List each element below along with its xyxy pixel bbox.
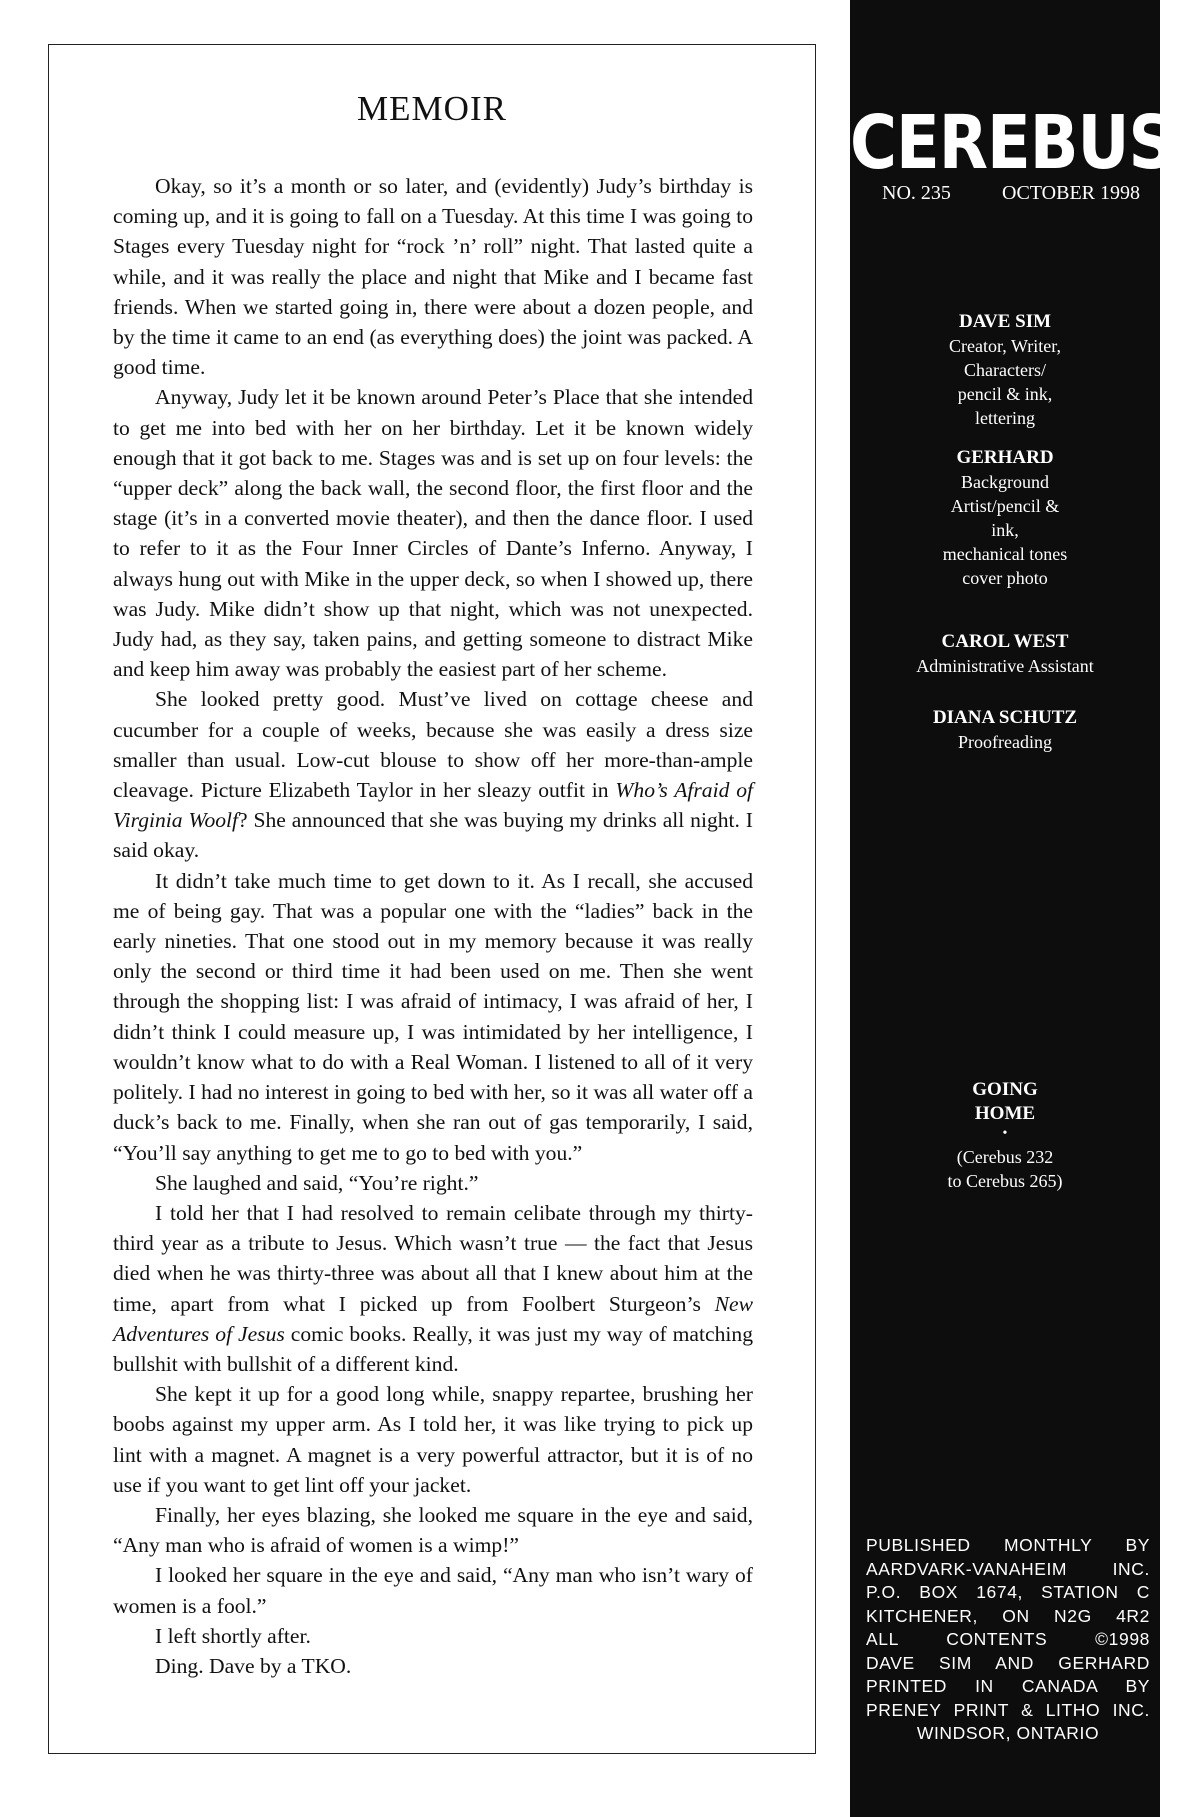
- memoir-text: She looked pretty good. Must’ve lived on cottage cheese and cucumber for a couple of weeks, because she was easily a dress size smaller than usual. Low-cut blouse to show off her more-than-ample cleavage. Picture Elizabeth Taylor in her sleazy outfit in: [113, 687, 753, 803]
- film-title: Who’s Afraid of Virginia Woolf: [113, 778, 753, 833]
- comic-title: New Adventures of Jesus: [113, 1291, 753, 1346]
- memoir-paragraph: She kept it up for a good long while, snappy repartee, brushing her boobs against my upper arm. As I told her, it was like trying to pick up lint with a magnet. A magnet is a very powerful attractor, but it is of no use if you want to get lint off your jacket.: [113, 1382, 753, 1497]
- memoir-paragraph: Okay, so it’s a month or so later, and (evidently) Judy’s birthday is coming up, and it is going to fall on a Tuesday. At this time I was going to Stages every Tuesday night for “rock ’n’ roll” night. That lasted quite a while, and it was really the place and night that Mike and I became fast friends. When we started going in, there were about a dozen people, and by the time it came to an end (as everything does) the joint was packed. A good time.: [113, 174, 753, 380]
- memoir-panel: [48, 44, 816, 1754]
- publisher-line: PUBLISHED MONTHLY BY: [866, 1535, 1150, 1555]
- memoir-paragraph: Finally, her eyes blazing, she looked me square in the eye and said, “Any man who is afraid of women is a wimp!”: [113, 1502, 753, 1558]
- memoir-paragraph: Ding. Dave by a TKO.: [155, 1653, 352, 1678]
- memoir-text: comic books. Really, it was just my way of matching bullshit with bullshit of a different kind.: [113, 1321, 753, 1376]
- credit-role: Background Artist/pencil & ink, mechanical tones cover photo: [942, 472, 1068, 588]
- story-arc-range: (Cerebus 232 to Cerebus 265): [947, 1147, 1063, 1191]
- credit-entry: [850, 630, 1160, 678]
- credit-entry: [850, 706, 1160, 754]
- story-arc: [850, 1078, 1160, 1193]
- credit-name: DIANA SCHUTZ: [932, 707, 1078, 728]
- publisher-line: WINDSOR, ONTARIO: [916, 1723, 1100, 1743]
- credit-name: DAVE SIM: [958, 311, 1052, 332]
- credit-role: Administrative Assistant: [916, 656, 1094, 676]
- story-arc-title: GOING HOME: [972, 1079, 1038, 1124]
- publisher-line: P.O. BOX 1674, STATION C: [866, 1582, 1150, 1602]
- cerebus-logo: CEREBUS: [850, 101, 1174, 187]
- publisher-line: AARDVARK-VANAHEIM INC.: [866, 1558, 1150, 1579]
- credit-name: GERHARD: [956, 447, 1054, 468]
- memoir-paragraph: She laughed and said, “You’re right.”: [155, 1170, 479, 1195]
- credit-entry: [850, 446, 1160, 590]
- memoir-text: ? She announced that she was buying my drinks all night. I said okay.: [113, 808, 753, 863]
- memoir-paragraph: I left shortly after.: [155, 1623, 311, 1648]
- issue-number: NO. 235: [882, 182, 951, 204]
- credit-entry: [850, 310, 1160, 430]
- masthead-sidebar: [850, 0, 1174, 1817]
- publisher-line: ALL CONTENTS ©1998: [866, 1629, 1150, 1649]
- memoir-text: I told her that I had resolved to remain celibate through my thirty-third year as a tribute to Jesus. Which wasn’t true — the fact that Jesus died when he was thirty-three was about all that I knew about him at the time, apart from what I picked up from Foolbert Sturgeon’s: [113, 1200, 753, 1316]
- issue-line: [882, 182, 1140, 205]
- credit-name: CAROL WEST: [941, 631, 1069, 652]
- publisher-line: PRINTED IN CANADA BY: [866, 1676, 1150, 1696]
- memoir-title: MEMOIR: [357, 89, 507, 128]
- memoir-paragraph: [113, 684, 753, 865]
- memoir-paragraph: It didn’t take much time to get down to it. As I recall, she accused me of being gay. That was a popular one with the “ladies” back in the early nineties. That one stood out in my memory because it was really only the second or third time it had been used on me. Then she went through the shopping list: I was afraid of intimacy, I was afraid of her, I didn’t think I could measure up, I was intimidated by her intelligence, I wouldn’t know what to do with a Real Woman. I listened to all of it very politely. I had no interest in going to bed with her, so it was all water off a duck’s back to me. Finally, when she ran out of gas temporarily, I said, “You’ll say anything to get me to go to bed with you.”: [113, 868, 753, 1165]
- issue-date: OCTOBER 1998: [1002, 182, 1140, 204]
- publisher-line: KITCHENER, ON N2G 4R2: [866, 1605, 1150, 1626]
- memoir-paragraph: Anyway, Judy let it be known around Peter’s Place that she intended to get me into bed with her on her birthday. Let it be known widely enough that it got back to me. Stages was and is set up on four levels: the “upper deck” along the back wall, the second floor, the first floor and the stage (it’s in a converted movie theater), and then the dance floor. I used to refer to it as the Four Inner Circles of Dante’s Inferno. Anyway, I always hung out with Mike in the upper deck, so when I showed up, there was Judy. Mike didn’t show up that night, which was not unexpected. Judy had, as they say, taken pains, and getting someone to distract Mike and keep him away was probably the easiest part of her scheme.: [113, 385, 753, 682]
- bullet-icon: •: [1002, 1126, 1008, 1141]
- credit-role: Proofreading: [958, 732, 1052, 752]
- credits: [850, 310, 1160, 770]
- memoir-body: [113, 171, 753, 1681]
- memoir-paragraph: [113, 1198, 753, 1379]
- credit-role: Creator, Writer, Characters/ pencil & ink, lettering: [949, 336, 1061, 428]
- publisher-line: DAVE SIM AND GERHARD: [866, 1652, 1150, 1673]
- publisher-line: PRENEY PRINT & LITHO INC.: [866, 1699, 1150, 1720]
- publisher-info: [866, 1534, 1150, 1746]
- memoir-paragraph: I looked her square in the eye and said, “Any man who isn’t wary of women is a fool.”: [113, 1563, 753, 1618]
